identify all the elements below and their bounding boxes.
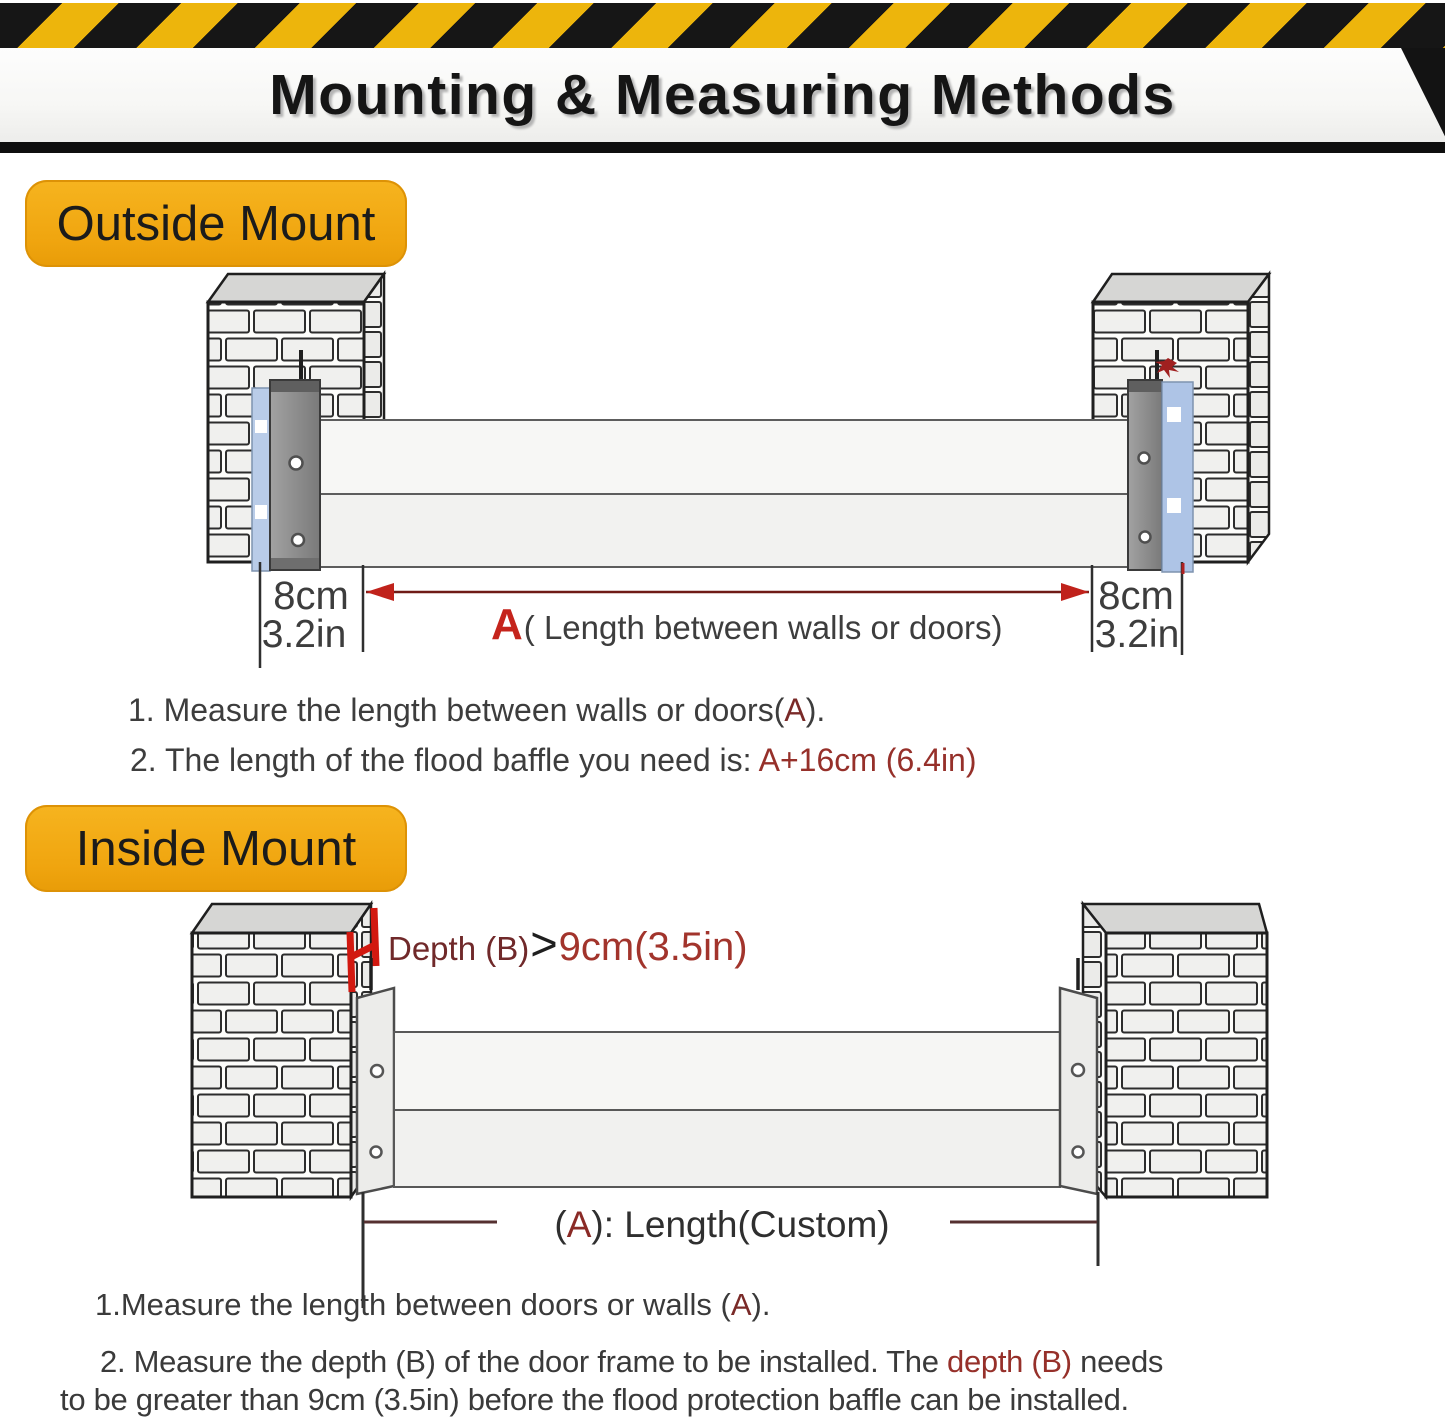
screw-hole-icon	[1139, 453, 1150, 464]
screw-hole-icon	[1140, 532, 1151, 543]
outside-step-1: 1. Measure the length between walls or doors(A).	[128, 692, 826, 728]
outside-step-2: 2. The length of the flood baffle you need is: A+16cm (6.4in)	[130, 742, 977, 778]
span-length-a: A	[491, 600, 523, 649]
span-length-text: ( Length between walls or doors)	[523, 609, 1003, 647]
screw-hole-icon	[371, 1147, 382, 1158]
inside-step-1: 1.Measure the length between doors or walls (A).	[95, 1287, 771, 1322]
seal-strip-left	[252, 388, 270, 571]
header-divider	[0, 142, 1445, 153]
flood-barrier	[316, 420, 1138, 567]
screw-hole-icon	[290, 457, 303, 470]
length-custom-label: (A): Length(Custom)	[554, 1204, 890, 1245]
inside-step-2-line-1: 2. Measure the depth (B) of the door frame to be installed. The depth (B) needs	[100, 1344, 1164, 1379]
greater-than-sign: >	[530, 917, 558, 970]
mounting-channel-right	[1128, 350, 1162, 570]
left-wall-pillar	[192, 904, 371, 1197]
flood-barrier	[394, 1032, 1060, 1187]
depth-annotation: Depth (B) > 9cm(3.5in)	[388, 917, 748, 970]
hazard-stripe-band	[0, 3, 1445, 48]
arrow-head-left-icon	[366, 583, 394, 601]
dim-left-in: 3.2in	[261, 613, 347, 656]
screw-hole-icon	[1073, 1147, 1084, 1158]
arrow-head-right-icon	[1061, 583, 1089, 601]
outside-mount-label-text: Outside Mount	[56, 196, 376, 251]
mounting-channel-left	[270, 350, 320, 570]
span-length-label	[491, 600, 1003, 649]
right-wall-pillar	[1083, 904, 1267, 1197]
screw-hole-icon	[1072, 1064, 1084, 1076]
title-band	[0, 48, 1445, 142]
screw-hole-icon	[371, 1065, 383, 1077]
inside-mount-label-text: Inside Mount	[75, 821, 357, 876]
outside-mount-label	[25, 180, 407, 267]
screw-hole-icon	[292, 534, 304, 546]
page-title: Mounting & Measuring Methods	[269, 63, 1176, 127]
dim-right-in: 3.2in	[1094, 613, 1180, 656]
dim-left-cm: 8cm	[273, 574, 349, 618]
dim-right-cm: 8cm	[1098, 574, 1174, 618]
inside-mount-label	[25, 805, 407, 892]
inside-step-2-line-2: to be greater than 9cm (3.5in) before the flood protection baffle can be installed.	[60, 1382, 1129, 1417]
